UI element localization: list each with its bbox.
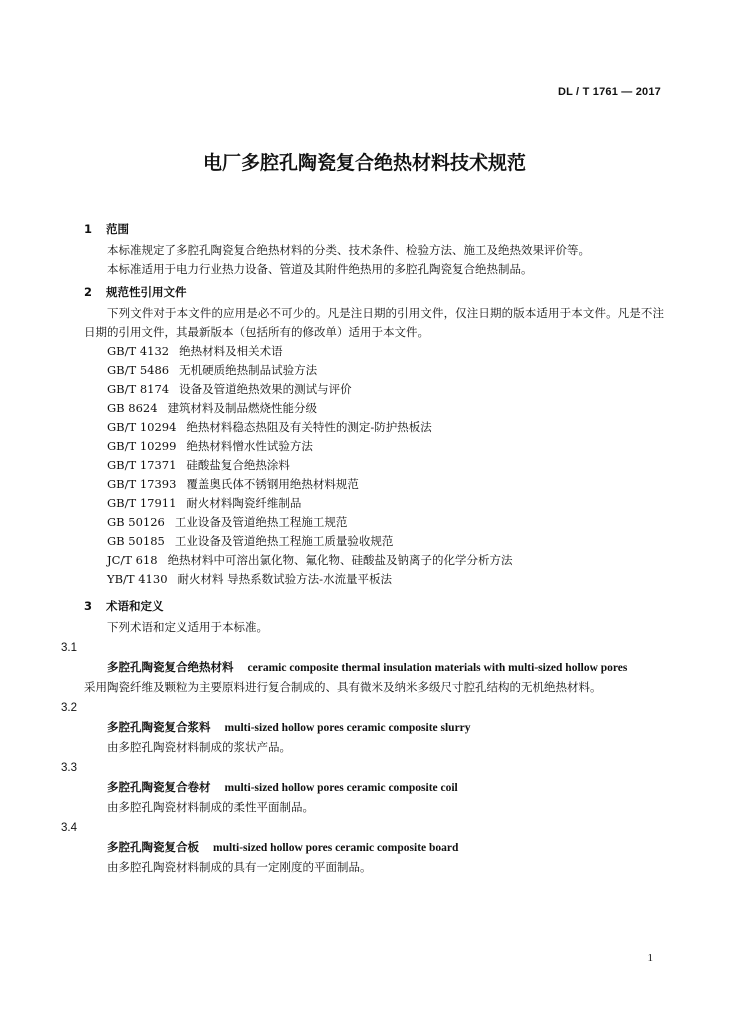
reference-item: [107, 342, 664, 361]
reference-title: 建筑材料及制品燃烧性能分级: [167, 401, 318, 415]
reference-code: GB/T 17371: [107, 458, 177, 472]
term-definition: 由多腔孔陶瓷材料制成的浆状产品。: [107, 740, 291, 754]
term-zh: 多腔孔陶瓷复合浆料: [107, 720, 211, 734]
reference-item: [107, 456, 664, 475]
term-definition: 采用陶瓷纤维及颗粒为主要原料进行复合制成的、具有微米及纳米多级尺寸腔孔结构的无机绝热材料。: [84, 680, 602, 694]
reference-code: GB/T 4132: [107, 344, 170, 358]
term-definition: 由多腔孔陶瓷材料制成的柔性平面制品。: [107, 800, 314, 814]
section-number: 2: [84, 285, 93, 299]
section-title: 范围: [106, 222, 129, 236]
reference-title: 覆盖奥氏体不锈钢用绝热材料规范: [186, 477, 359, 491]
reference-item: [107, 380, 664, 399]
term-number: 3.1: [61, 642, 77, 654]
term-heading: [84, 838, 664, 858]
reference-code: GB/T 10299: [107, 439, 177, 453]
paragraph: 本标准规定了多腔孔陶瓷复合绝热材料的分类、技术条件、检验方法、施工及绝热效果评价等。: [107, 243, 590, 257]
reference-title: 绝热材料及相关术语: [179, 344, 283, 358]
term-definition: 由多腔孔陶瓷材料制成的具有一定刚度的平面制品。: [107, 860, 372, 874]
reference-title: 硅酸盐复合绝热涂料: [186, 458, 290, 472]
reference-list: [84, 342, 664, 589]
page-number: 1: [647, 952, 653, 964]
term-en: multi-sized hollow pores ceramic composite coil: [224, 782, 458, 794]
reference-title: 设备及管道绝热效果的测试与评价: [179, 382, 352, 396]
reference-code: GB 8624: [107, 401, 158, 415]
term-heading: [61, 658, 664, 678]
term-zh: 多腔孔陶瓷复合卷材: [107, 780, 211, 794]
term-heading: [84, 718, 664, 738]
term-en: multi-sized hollow pores ceramic composite slurry: [224, 722, 471, 734]
reference-item: [107, 532, 664, 551]
section-heading: [84, 220, 664, 239]
paragraph: 下列文件对于本文件的应用是必不可少的。凡是注日期的引用文件，仅注日期的版本适用于本文件。凡是不注日期的引用文件，其最新版本（包括所有的修改单）适用于本文件。: [84, 306, 664, 339]
reference-title: 绝热材料憎水性试验方法: [186, 439, 313, 453]
reference-item: [107, 437, 664, 456]
reference-code: GB/T 8174: [107, 382, 170, 396]
reference-title: 耐火材料 导热系数试验方法-水流量平板法: [177, 572, 393, 586]
document-body: [61, 216, 664, 877]
reference-item: [107, 551, 664, 570]
reference-code: JC/T 618: [107, 553, 158, 567]
term-zh: 多腔孔陶瓷复合绝热材料: [107, 660, 234, 674]
reference-title: 工业设备及管道绝热工程施工质量验收规范: [174, 534, 394, 548]
section-title: 术语和定义: [106, 599, 164, 613]
reference-item: [107, 570, 664, 589]
section-number: 1: [84, 222, 93, 236]
reference-title: 无机硬质绝热制品试验方法: [179, 363, 318, 377]
reference-code: GB/T 17393: [107, 477, 177, 491]
standard-code: DL / T 1761 — 2017: [557, 86, 661, 98]
term-zh: 多腔孔陶瓷复合板: [107, 840, 199, 854]
reference-code: GB 50126: [107, 515, 165, 529]
reference-item: [107, 494, 664, 513]
term-number: 3.3: [61, 762, 77, 774]
reference-title: 耐火材料陶瓷纤维制品: [186, 496, 302, 510]
reference-item: [107, 418, 664, 437]
reference-item: [107, 399, 664, 418]
term-en: ceramic composite thermal insulation materials with multi-sized hollow pores: [247, 662, 628, 674]
reference-item: [107, 361, 664, 380]
term-en: multi-sized hollow pores ceramic composite board: [213, 842, 459, 854]
reference-code: GB/T 10294: [107, 420, 177, 434]
reference-title: 绝热材料稳态热阻及有关特性的测定-防护热板法: [186, 420, 432, 434]
section-number: 3: [84, 599, 93, 613]
reference-code: GB/T 17911: [107, 496, 177, 510]
reference-item: [107, 513, 664, 532]
term-number: 3.4: [61, 822, 77, 834]
section-heading: [84, 597, 664, 616]
document-title: 电厂多腔孔陶瓷复合绝热材料技术规范: [202, 152, 526, 174]
reference-title: 绝热材料中可溶出氯化物、氟化物、硅酸盐及钠离子的化学分析方法: [167, 553, 513, 567]
term-heading: [84, 778, 664, 798]
reference-code: GB 50185: [107, 534, 165, 548]
term-number: 3.2: [61, 702, 77, 714]
reference-code: YB/T 4130: [107, 572, 168, 586]
section-title: 规范性引用文件: [106, 285, 187, 299]
paragraph: 下列术语和定义适用于本标准。: [107, 620, 268, 634]
reference-code: GB/T 5486: [107, 363, 170, 377]
reference-title: 工业设备及管道绝热工程施工规范: [174, 515, 348, 529]
paragraph: 本标准适用于电力行业热力设备、管道及其附件绝热用的多腔孔陶瓷复合绝热制品。: [107, 262, 533, 276]
section-heading: [84, 283, 664, 302]
reference-item: [107, 475, 664, 494]
